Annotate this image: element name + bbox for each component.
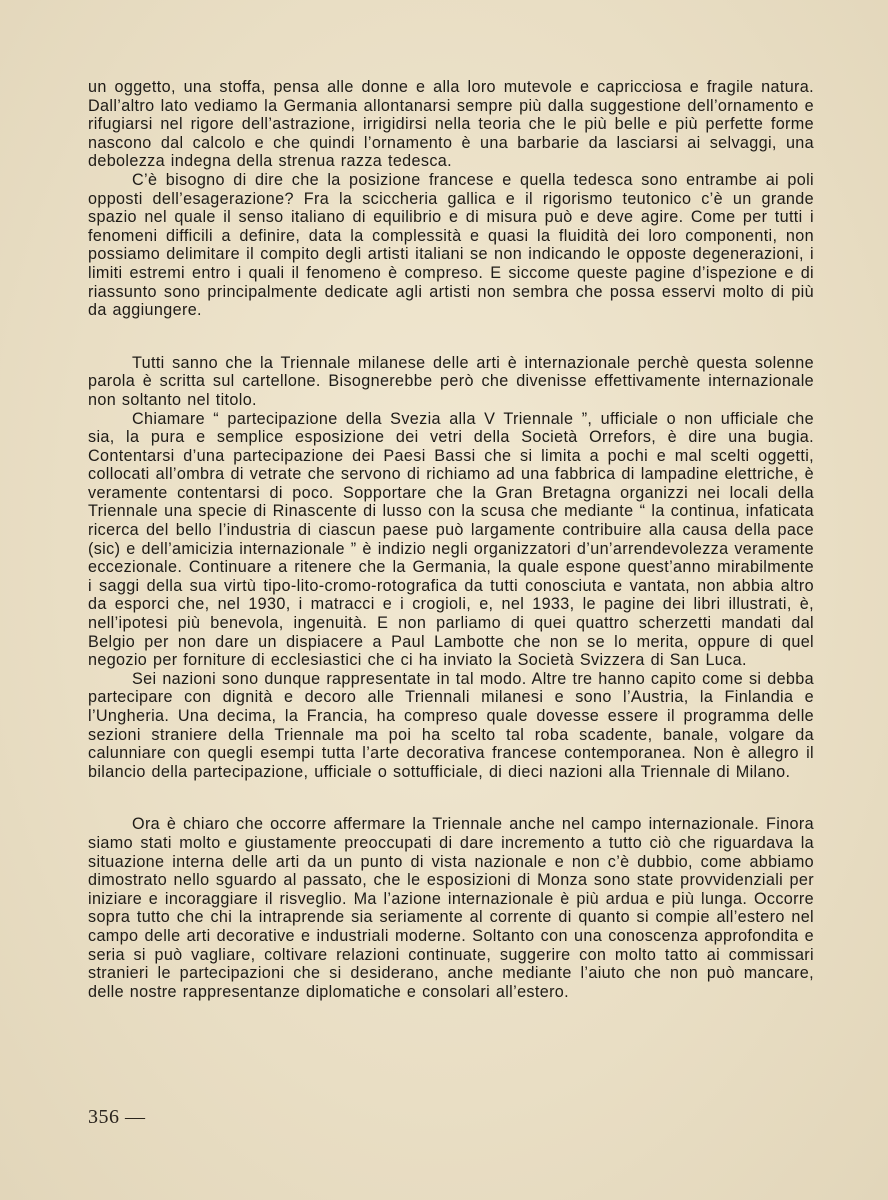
section-gap (88, 781, 814, 815)
article-body (88, 78, 814, 1001)
paragraph-triennale-international: Tutti sanno che la Triennale milanese delle arti è internazionale perchè questa solenne parola è scritta sul cartellone. Bisognerebbe però che divenisse effettivamente internazionale non soltanto nel titolo. (88, 353, 814, 409)
paragraph-foreign-participations: Chiamare “ partecipazione della Svezia alla V Triennale ”, ufficiale o non ufficiale che sia, la pura e semplice esposizione dei vetri della Società Orrefors, è dire una bugia. Contentarsi d’una partecipazione dei Paesi Bassi che si limita a pochi e mal scelti oggetti, collocati all’ombra di vetrate che servono di richiamo ad una fabbrica di lampadine elettriche, è veramente contentarsi di poco. Sopportare che la Gran Bretagna organizzi nei locali della Triennale una specie di Rinascente di lusso con la scusa che mediante “ la continua, infaticata ricerca del bello l’industria di ciascun paese può largamente contribuire alla causa della pace (sic) e dell’amicizia internazionale ” è indizio negli organizzatori d’un’arrendevolezza veramente eccezionale. Continuare a ritenere che la Germania, la quale espone quest’anno mirabilmente i saggi della sua virtù tipo-lito-cromo-rotografica da tutti conosciuta e vantata, non abbia altro da esporci che, nel 1930, i matracci e i crogioli, e, nel 1933, le pagine dei libri illustrati, è, nell’ipotesi più benevola, ingenuità. E non parliamo di quei quattro scherzetti mandati dal Belgio per non dare un dispiacere a Paul Lambotte che non se lo merita, oppure di quel negozio per forniture di ecclesiastici che ci ha inviato la Società Svizzera di San Luca. (88, 409, 814, 670)
paragraph-french-german-positions: C’è bisogno di dire che la posizione francese e quella tedesca sono entrambe ai poli opposti dell’esagerazione? Fra la sciccheria gallica e il rigorismo teutonico c’è un grande spazio nel quale il senso italiano di equilibrio e di misura può e deve agire. Come per tutti i fenomeni difficili a definire, data la complessità e quasi la fluidità dei loro componenti, non possiamo delimitare il compito degli artisti italiani se non indicando le opposte degenerazioni, i limiti estremi entro i quali il fenomeno è compreso. E siccome queste pagine d’ispezione e di riassunto sono principalmente dedicate agli artisti non sembra che possa esservi molto di più da aggiungere. (88, 170, 814, 320)
paragraph-continuation: un oggetto, una stoffa, pensa alle donne e alla loro mutevole e capricciosa e fragile natura. Dall’altro lato vediamo la Germania allontanarsi sempre più dalla suggestione dell’ornamento e rifugiarsi nel rigore dell’astrazione, irrigidirsi nella teoria che le più belle e più perfette forme nascono dal calcolo e che quindi l’ornamento è una barbarie da lasciarsi ai selvaggi, una debolezza indegna della strenua razza tedesca. (88, 78, 814, 171)
section-gap (88, 320, 814, 354)
paragraph-international-action: Ora è chiaro che occorre affermare la Triennale anche nel campo internazionale. Finora siamo stati molto e giustamente preoccupati di dare incremento a tutto ciò che riguardava la situazione interna delle arti da un punto di vista nazionale e non c’è dubbio, come abbiamo dimostrato nello sguardo al passato, che le esposizioni di Monza sono state provvidenziali per iniziare e incoraggiare il risveglio. Ma l’azione internazionale è più ardua e più lunga. Occorre sopra tutto che chi la intraprende sia seriamente al corrente di quanto si compie all’estero nel campo delle arti decorative e industriali moderne. Soltanto con una conoscenza approfondita e seria si può vagliare, coltivare relazioni continuate, suggerire con molto tatto ai commissari stranieri le partecipazioni che si desiderano, anche mediante l’aiuto che non può mancare, delle nostre rappresentanze diplomatiche e consolari all’estero. (88, 815, 814, 1001)
page-number: 356 — (88, 1106, 146, 1128)
paragraph-ten-nations: Sei nazioni sono dunque rappresentate in tal modo. Altre tre hanno capito come si debba partecipare con dignità e decoro alle Triennali milanesi e sono l’Austria, la Finlandia e l’Ungheria. Una decima, la Francia, ha compreso quale dovesse essere il programma delle sezioni straniere della Triennale ma poi ha scelto tal roba scadente, banale, volgare da calunniare con quegli esempi tutta l’arte decorativa francese contemporanea. Non è allegro il bilancio della partecipazione, ufficiale o sottufficiale, di dieci nazioni alla Triennale di Milano. (88, 669, 814, 781)
